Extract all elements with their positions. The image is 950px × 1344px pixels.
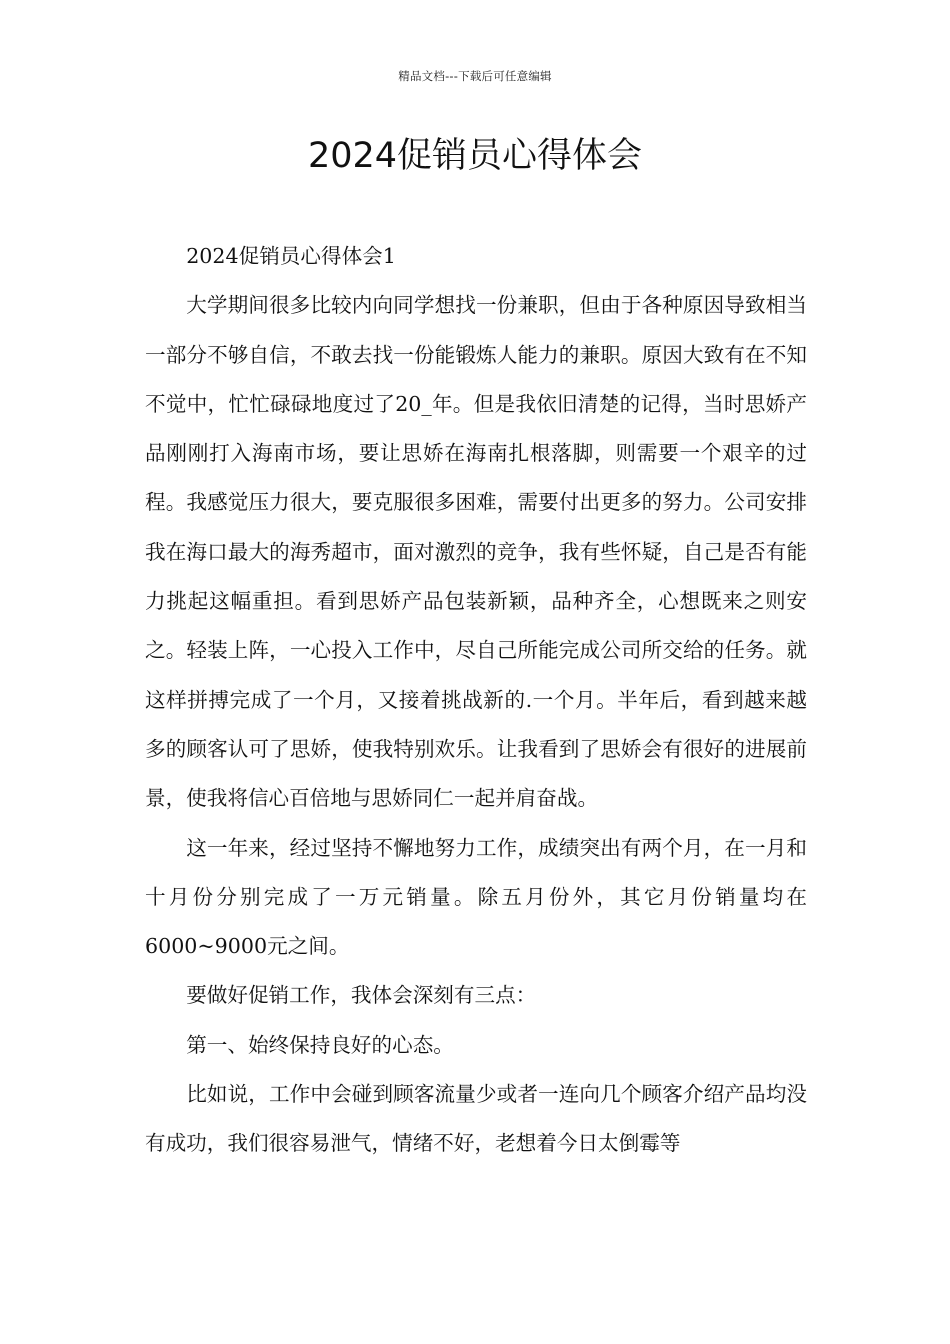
body-paragraph: 这一年来，经过坚持不懈地努力工作，成绩突出有两个月，在一月和十月份分别完成了一万元销量。除五月份外，其它月份销量均在6000~9000元之间。 xyxy=(145,835,807,959)
body-paragraph: 大学期间很多比较内向同学想找一份兼职，但由于各种原因导致相当一部分不够自信，不敢去找一份能锻炼人能力的兼职。原因大致有在不知不觉中，忙忙碌碌地度过了20_年。但是我依旧清楚的记得，当时思娇产品刚刚打入海南市场，要让思娇在海南扎根落脚，则需要一个艰辛的过程。我感觉压力很大，要克服很多困难，需要付出更多的努力。公司安排我在海口最大的海秀超市，面对激烈的竞争，我有些怀疑，自己是否有能力挑起这幅重担。看到思娇产品包装新颖，品种齐全，心想既来之则安之。轻装上阵，一心投入工作中，尽自己所能完成公司所交给的任务。就这样拼搏完成了一个月，又接着挑战新的.一个月。半年后，看到越来越多的顾客认可了思娇，使我特别欢乐。让我看到了思娇会有很好的进展前景，使我将信心百倍地与思娇同仁一起并肩奋战。 xyxy=(145,293,807,811)
body-paragraph: 要做好促销工作，我体会深刻有三点： xyxy=(186,983,537,1008)
document-title: 2024促销员心得体会 xyxy=(307,136,643,176)
page-header: 精品文档---下载后可任意编辑 xyxy=(398,69,552,83)
document-body xyxy=(145,232,807,1169)
body-paragraph: 第一、始终保持良好的心态。 xyxy=(186,1032,454,1057)
section-heading: 2024促销员心得体会1 xyxy=(186,244,396,268)
body-paragraph: 比如说，工作中会碰到顾客流量少或者一连向几个顾客介绍产品均没有成功，我们很容易泄气，情绪不好，老想着今日太倒霉等 xyxy=(145,1082,807,1156)
